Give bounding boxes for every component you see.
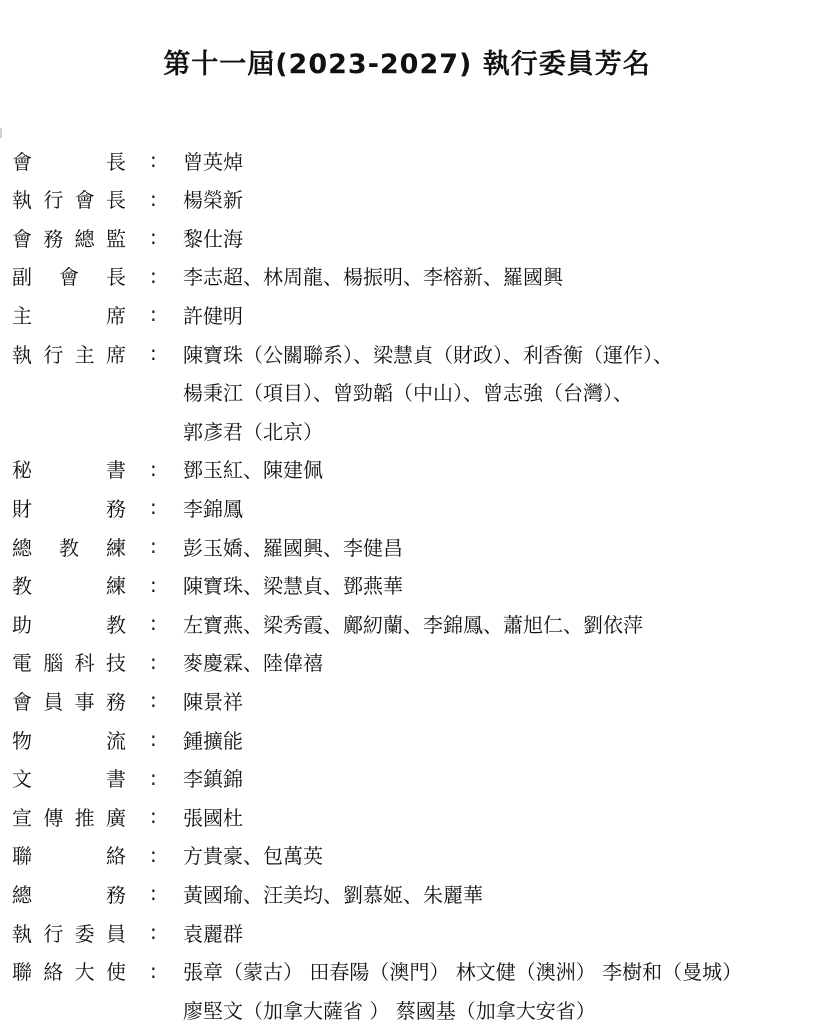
role-label: 助 教 [12, 612, 126, 637]
role-label: 會 長 [12, 149, 126, 174]
committee-row [0, 142, 814, 178]
committee-row [0, 875, 814, 911]
committee-row [0, 181, 814, 217]
member-names: 陳景祥 [183, 689, 243, 714]
colon-separator: : [150, 881, 157, 906]
committee-row [0, 335, 814, 371]
committee-row [0, 914, 814, 950]
committee-row [0, 296, 814, 332]
member-names: 楊榮新 [183, 188, 243, 213]
committee-row [0, 644, 814, 680]
colon-separator: : [150, 341, 157, 365]
role-label: 執 行 委 員 [12, 921, 126, 946]
colon-separator: : [150, 765, 157, 790]
member-names: 李志超、林周龍、楊振明、李榕新、羅國興 [183, 265, 563, 290]
member-names: 許健明 [183, 303, 243, 328]
colon-separator: : [150, 302, 157, 327]
role-label: 宣 傳 推 廣 [12, 805, 126, 830]
committee-row [0, 412, 814, 448]
member-names: 張國杜 [183, 805, 243, 830]
colon-separator: : [150, 842, 157, 867]
role-label: 執 行 會 長 [12, 188, 126, 213]
colon-separator: : [150, 688, 157, 713]
role-label: 會 員 事 務 [12, 689, 126, 714]
member-names: 左寶燕、梁秀霞、鄺紉蘭、李錦鳳、蕭旭仁、劉依萍 [183, 612, 643, 637]
colon-separator: : [150, 148, 157, 172]
member-names: 張章（蒙古） 田春陽（澳門） 林文健（澳洲） 李樹和（曼城） [183, 960, 743, 985]
role-label: 教 練 [12, 574, 126, 599]
role-label: 聯 絡 [12, 844, 126, 869]
member-names: 袁麗群 [183, 921, 243, 946]
member-names: 楊秉江（項目）、曾勁韜（中山）、曾志強（台灣）、 [183, 381, 633, 406]
committee-row [0, 721, 814, 757]
committee-row [0, 451, 814, 487]
colon-separator: : [150, 186, 157, 211]
colon-separator: : [150, 495, 157, 520]
role-label: 總 教 練 [12, 535, 126, 560]
colon-separator: : [150, 727, 157, 751]
colon-separator: : [150, 456, 157, 481]
member-names: 陳寶珠（公關聯系）、梁慧貞（財政）、利香衡（運作）、 [183, 342, 673, 367]
committee-row [0, 528, 814, 564]
committee-row [0, 258, 814, 294]
role-label: 總 務 [12, 882, 126, 907]
role-label: 聯 絡 大 使 [12, 960, 126, 985]
committee-row [0, 219, 814, 255]
committee-row [0, 374, 814, 410]
page-title: 第十一屆(2023-2027) 執行委員芳名 [163, 49, 651, 80]
member-names: 郭彥君（北京） [183, 419, 323, 444]
colon-separator: : [150, 225, 157, 250]
member-names: 黃國瑜、汪美均、劉慕姬、朱麗華 [183, 882, 483, 907]
member-names: 鄧玉紅、陳建佩 [183, 458, 323, 483]
committee-row [0, 953, 814, 989]
role-label: 執 行 主 席 [12, 342, 126, 367]
committee-row [0, 567, 814, 603]
committee-row [0, 760, 814, 796]
role-label: 主 席 [12, 303, 126, 328]
member-names: 鍾擴能 [183, 728, 243, 753]
member-names: 廖堅文（加拿大薩省 ） 蔡國基（加拿大安省） [183, 998, 596, 1023]
colon-separator: : [150, 263, 157, 288]
colon-separator: : [150, 534, 157, 558]
member-names: 李鎮錦 [183, 767, 243, 792]
role-label: 電 腦 科 技 [12, 651, 126, 676]
role-label: 物 流 [12, 728, 126, 753]
role-label: 副 會 長 [12, 265, 126, 290]
role-label: 文 書 [12, 767, 126, 792]
member-names: 李錦鳳 [183, 496, 243, 521]
role-label: 秘 書 [12, 458, 126, 483]
committee-row [0, 837, 814, 873]
colon-separator: : [150, 611, 157, 636]
colon-separator: : [150, 572, 157, 597]
colon-separator: : [150, 804, 157, 829]
committee-row [0, 798, 814, 834]
member-names: 彭玉嬌、羅國興、李健昌 [183, 535, 403, 560]
member-names: 黎仕海 [183, 226, 243, 251]
colon-separator: : [150, 958, 157, 983]
role-label: 會 務 總 監 [12, 226, 126, 251]
member-names: 麥慶霖、陸偉禧 [183, 651, 323, 676]
committee-row [0, 605, 814, 641]
colon-separator: : [150, 649, 157, 674]
colon-separator: : [150, 920, 157, 944]
page-edge-mark [0, 128, 2, 138]
committee-row [0, 489, 814, 525]
role-label: 財 務 [12, 496, 126, 521]
member-names: 曾英焯 [183, 149, 243, 174]
member-names: 方貴豪、包萬英 [183, 844, 323, 869]
committee-row [0, 991, 814, 1027]
member-names: 陳寶珠、梁慧貞、鄧燕華 [183, 574, 403, 599]
committee-row [0, 682, 814, 718]
